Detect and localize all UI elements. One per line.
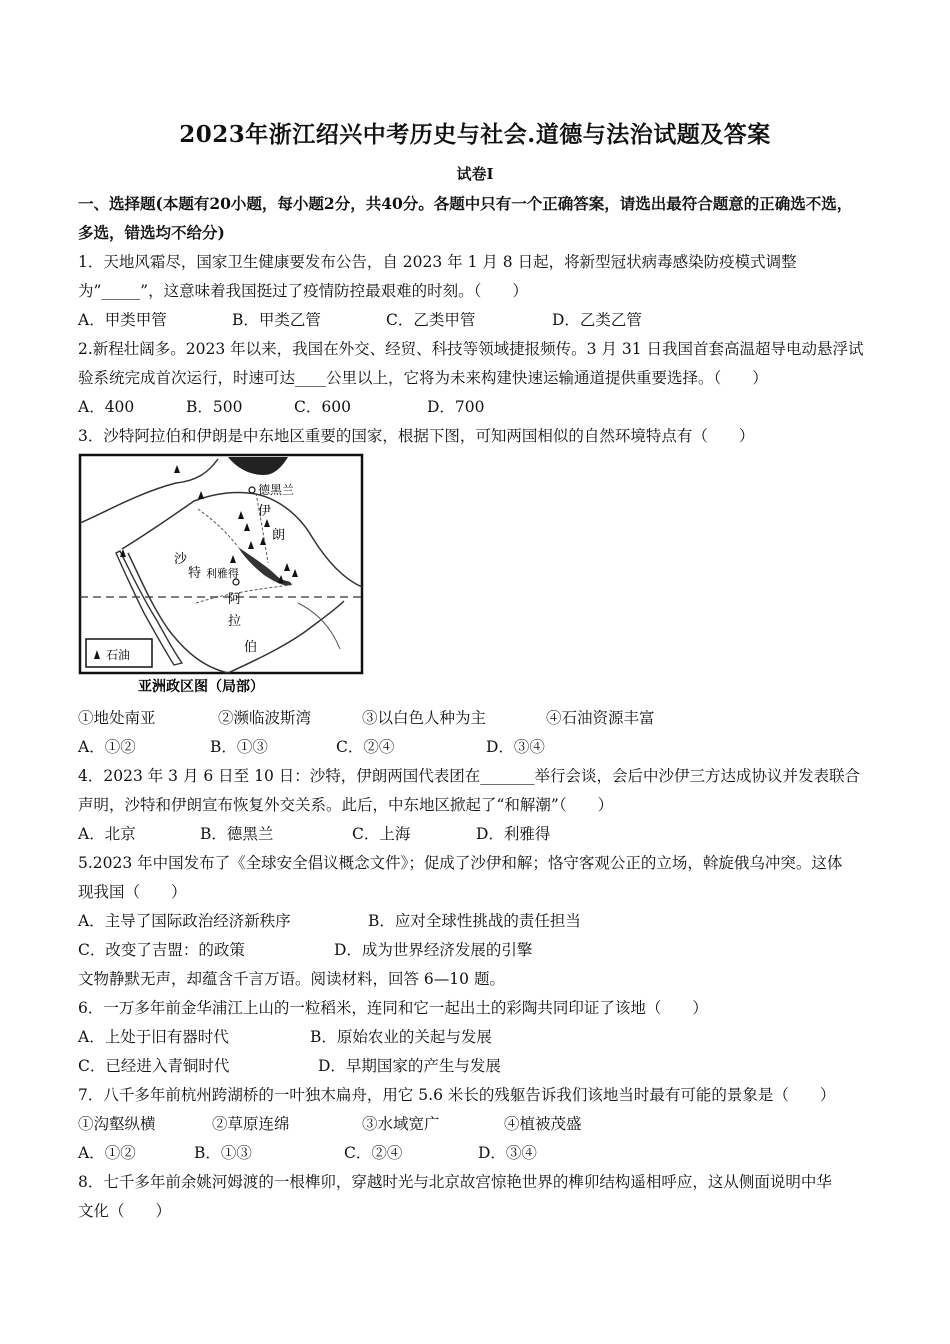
label-riyadh: 利雅得 <box>206 567 239 580</box>
label-iran-1: 伊 <box>258 504 272 519</box>
q3-stem-line1: 3．沙特阿拉伯和伊朗是中东地区重要的国家，根据下图，可知两国相似的自然环境特点有（ ） <box>78 427 755 445</box>
label-saudi-4: 拉 <box>228 614 242 629</box>
q3-statement-1: ①地处南亚 <box>78 709 156 727</box>
label-saudi-2: 特 <box>188 566 202 581</box>
section-instructions-line1: 一、选择题(本题有20小题，每小题2分，共40分。各题中只有一个正确答案，请选出最符合题意的正确选不选， <box>78 194 853 213</box>
label-iran-2: 朗 <box>272 528 286 543</box>
q2-option-b: B．500 <box>186 398 243 416</box>
q1-option-c: C．乙类甲管 <box>386 311 476 329</box>
q7-stem-line1: 7．八千多年前杭州跨湖桥的一叶独木扁舟，用它 5.6 米长的残躯告诉我们该地当时最有可能的景象是（ ） <box>78 1086 836 1104</box>
q1-option-a: A．甲类甲管 <box>78 311 167 329</box>
q1-option-d: D．乙类乙管 <box>552 311 642 329</box>
q2-option-d: D．700 <box>427 398 485 416</box>
q3-statement-3: ③以白色人种为主 <box>362 709 487 727</box>
paper-subtitle: 试卷Ⅰ <box>456 165 494 183</box>
label-saudi-1: 沙 <box>174 552 188 567</box>
page-title: 2023年浙江绍兴中考历史与社会.道德与法治试题及答案 <box>179 121 771 148</box>
q2-option-a: A．400 <box>78 398 135 416</box>
q3-option-a: A．①② <box>78 738 136 756</box>
section-instructions-line2: 多选，错选均不给分) <box>78 223 225 242</box>
q6-option-a: A．上处于旧有器时代 <box>78 1028 229 1046</box>
q5-option-a: A．主导了国际政治经济新秩序 <box>78 912 291 930</box>
q4-option-b: B．德黑兰 <box>200 825 274 843</box>
q7-statement-3: ③水域宽广 <box>362 1115 440 1133</box>
q4-stem-line2: 声明，沙特和伊朗宣布恢复外交关系。此后，中东地区掀起了“和解潮”（ ） <box>78 796 614 814</box>
q8-stem-line1: 8．七千多年前余姚河姆渡的一根榫卯，穿越时光与北京故宫惊艳世界的榫卯结构遥相呼应，这从侧面说明中华 <box>78 1173 832 1191</box>
q4-option-d: D．利雅得 <box>476 825 551 843</box>
q7-statement-1: ①沟壑纵横 <box>78 1115 156 1133</box>
q1-stem-line2: 为”_____”，这意味着我国挺过了疫情防控最艰难的时刻。（ ） <box>78 282 528 300</box>
label-saudi-5: 伯 <box>244 640 258 655</box>
q6-stem-line1: 6．一万多年前金华浦江上山的一粒稻米，连同和它一起出土的彩陶共同印证了该地（ ） <box>78 999 708 1017</box>
q7-statement-2: ②草原连绵 <box>212 1115 290 1133</box>
q3-statement-4: ④石油资源丰富 <box>546 709 655 727</box>
label-saudi-3: 阿 <box>228 592 242 607</box>
q2-option-c: C．600 <box>294 398 351 416</box>
q3-option-b: B．①③ <box>210 738 268 756</box>
q2-stem-line1: 2.新程壮阔多。2023 年以来，我国在外交、经贸、科技等领域捷报频传。3 月 31 日我国首套高温超导电动悬浮试 <box>78 340 864 358</box>
q7-option-b: B．①③ <box>194 1144 252 1162</box>
q6-option-d: D．早期国家的产生与发展 <box>318 1057 501 1075</box>
q5-option-d: D．成为世界经济发展的引擎 <box>334 941 533 959</box>
q7-option-c: C．②④ <box>344 1144 403 1162</box>
q5-option-b: B．应对全球性挑战的责任担当 <box>368 912 581 930</box>
asia-political-map <box>78 453 364 697</box>
label-tehran: 德黑兰 <box>258 483 295 497</box>
q4-option-a: A．北京 <box>78 825 136 843</box>
q8-stem-line2: 文化（ ） <box>78 1202 172 1220</box>
q5-stem-line2: 现我国（ ） <box>78 883 187 901</box>
q7-option-a: A．①② <box>78 1144 136 1162</box>
q4-stem-line1: 4．2023 年 3 月 6 日至 10 日：沙特，伊朗两国代表团在_______举行会谈，会后中沙伊三方达成协议并发表联合 <box>78 767 860 785</box>
q5-option-c: C．改变了吉盟：的政策 <box>78 941 245 959</box>
q2-stem-line2: 验系统完成首次运行，时速可达____公里以上，它将为未来构建快速运输通道提供重要选择。（ ） <box>78 369 768 387</box>
q3-statement-2: ②濒临波斯湾 <box>218 709 312 727</box>
q7-option-d: D．③④ <box>478 1144 537 1162</box>
q4-option-c: C．上海 <box>352 825 411 843</box>
q3-option-d: D．③④ <box>486 738 545 756</box>
q3-option-c: C．②④ <box>336 738 395 756</box>
q6-option-c: C．已经进入青铜时代 <box>78 1057 230 1075</box>
material-intro: 文物静默无声，却蕴含千言万语。阅读材料，回答 6—10 题。 <box>78 970 505 988</box>
q1-option-b: B．甲类乙管 <box>232 311 321 329</box>
legend-label: 石油 <box>106 648 131 662</box>
map-caption: 亚洲政区图（局部） <box>138 679 264 695</box>
q1-stem-line1: 1．天地风霜尽，国家卫生健康要发布公告，自 2023 年 1 月 8 日起，将新型冠状病毒感染防疫模式调整 <box>78 253 797 271</box>
q5-stem-line1: 5.2023 年中国发布了《全球安全倡议概念文件》；促成了沙伊和解；恪守客观公正的立场，斡旋俄乌冲突。这体 <box>78 854 843 872</box>
q7-statement-4: ④植被茂盛 <box>504 1115 582 1133</box>
q6-option-b: B．原始农业的关起与发展 <box>310 1028 492 1046</box>
